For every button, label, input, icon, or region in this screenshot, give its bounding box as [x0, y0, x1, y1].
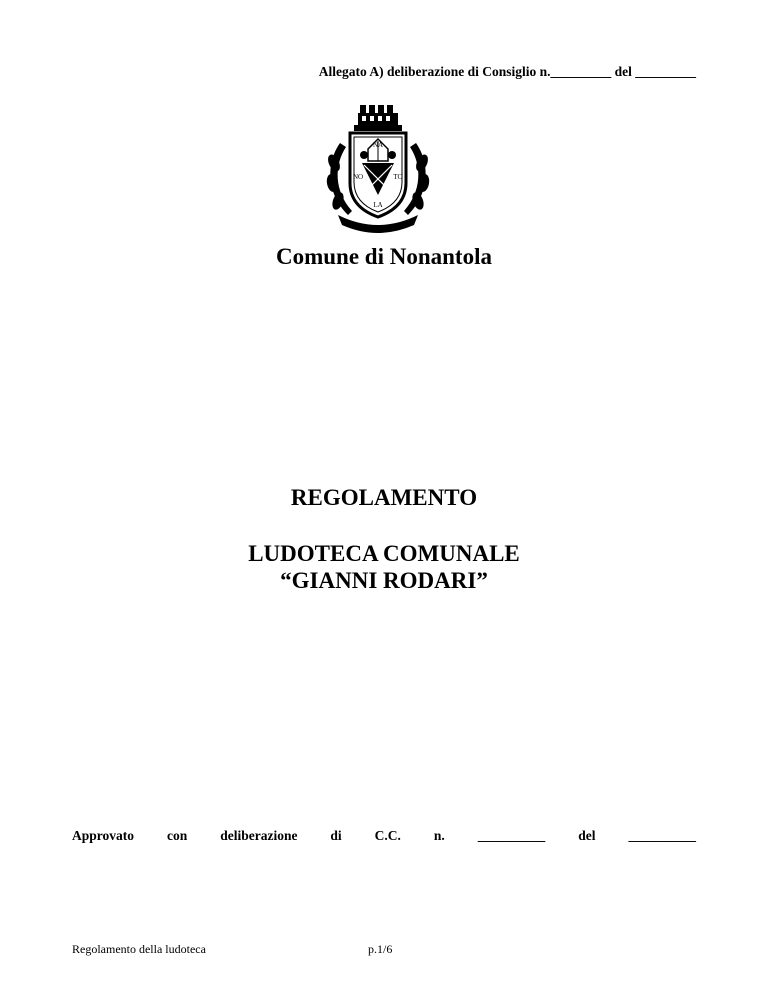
svg-text:LA: LA — [373, 201, 383, 209]
crown-icon — [354, 105, 402, 131]
approval-word: deliberazione — [220, 828, 298, 843]
svg-text:NA: NA — [372, 141, 384, 149]
document-title: REGOLAMENTO — [290, 485, 478, 510]
svg-text:TO: TO — [393, 173, 403, 181]
approval-word: con — [166, 828, 188, 843]
document-subtitle — [0, 540, 768, 594]
footer-doc-name: Regolamento della ludoteca — [72, 942, 206, 956]
approval-line — [72, 828, 696, 844]
approval-word: C.C. — [374, 828, 401, 843]
approval-word: del — [578, 828, 596, 843]
subtitle-line-2: “GIANNI RODARI” — [280, 568, 488, 593]
subtitle-line-1: LUDOTECA COMUNALE — [248, 541, 520, 566]
svg-text:NO: NO — [352, 173, 364, 181]
annex-header: Allegato A) deliberazione di Consiglio n._________ del _________ — [318, 64, 696, 79]
approval-word: di — [330, 828, 342, 843]
approval-date-blank: __________ — [628, 828, 696, 843]
approval-number-blank: __________ — [477, 828, 546, 843]
approval-word: n. — [433, 828, 445, 843]
approval-word: Approvato — [72, 828, 135, 843]
page-number: p.1/6 — [368, 942, 393, 956]
municipality-name: Comune di Nonantola — [276, 244, 492, 269]
coat-of-arms-icon — [318, 103, 438, 235]
